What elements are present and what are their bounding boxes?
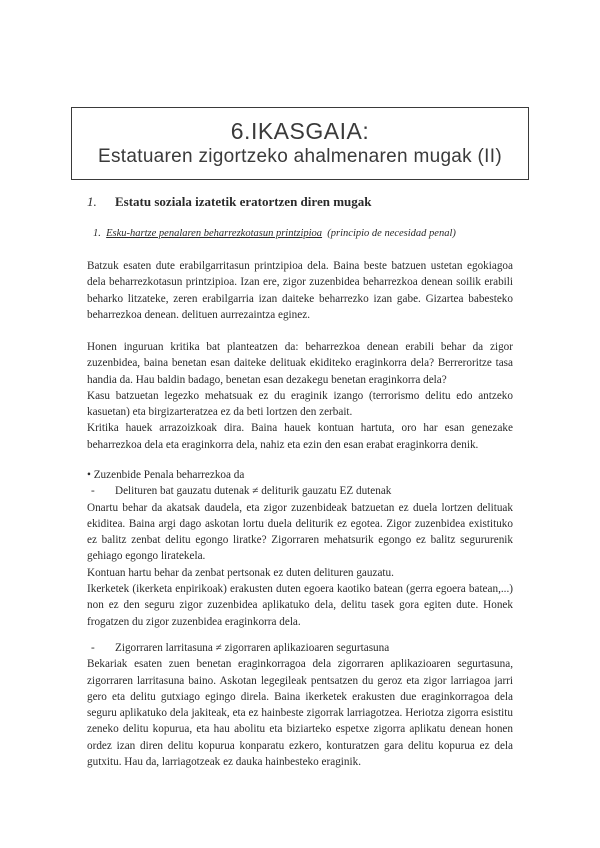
dash-item [87,483,513,499]
section-number: 1. [87,194,97,209]
body-block-1 [87,258,513,323]
dash-mark: - [91,485,95,498]
lesson-title: 6.IKASGAIA: [230,118,370,144]
section-heading [87,194,371,210]
dash-mark: - [91,642,95,654]
body-block-4 [87,640,513,770]
paragraph: Honen inguruan kritika bat planteatzen da: beharrezkoa denean erabili behar da zigor zuzenbidea, baina benetan esan daiteke delituak ekiditeko eraginkorra dela? Berreroritze tasa handia da. Hau baldin badago, benetan esan dezakegu benetan eraginkorra dela? [87,341,513,386]
section-heading-text: Estatu soziala izatetik eratortzen diren mugak [115,194,372,209]
title-box [71,107,529,180]
dash-item-text: Delituren bat gauzatu dutenak ≠ deliturik gauzatu EZ dutenak [115,485,392,498]
paragraph: Kontuan hartu behar da zenbat pertsonak ez duten delituren gauzatu. [87,566,394,579]
subsection-heading-note: (principio de necesidad penal) [327,228,456,239]
dash-item-text: Zigorraren larritasuna ≠ zigorraren aplikazioaren segurtasuna [115,642,390,654]
paragraph: Ikerketek (ikerketa enpirikoak) erakusten duten egoera kaotiko batean (gerra egoera batean,...) non ez den seguru zigor zuzenbidea aplikatuko dela, delitu tasek gora egiten dute. Honek frogatzen du zigor zuzenbidea eraginkorra dela. [87,583,513,628]
dash-item [87,640,513,656]
body-block-2 [87,339,513,453]
lesson-subtitle: Estatuaren zigortzeko ahalmenaren mugak (II) [98,146,502,167]
subsection-number: 1. [93,228,101,239]
paragraph: Onartu behar da akatsak daudela, eta zigor zuzenbideak batzuetan ez duela lortzen delituak ekiditea. Baina argi dago askotan lortu duela deliturik ez egotea. Zigor zuzenbidea existituko ez balitz zenbat delitu egongo liratke? Zigorraren mehatsurik egongo ez balitz segururenik gehiago egongo liratekela. [87,501,513,563]
paragraph: Kritika hauek arrazoizkoak dira. Baina hauek kontuan hartuta, oro har esan genezake beharrezkoa dela eta eraginkorra dela, nahiz eta ezin den esan erabat eraginkorra denik. [87,422,513,451]
bullet-item: • Zuzenbide Penala beharrezkoa da [87,469,245,481]
paragraph: Batzuk esaten dute erabilgarritasun printzipioa dela. Baina beste batzuen ustetan egokiagoa dela beharrezkotasun printzipioa. Izan ere, zigor zuzenbidea beharrezkoa denean soilik erabili beharko litzateke, zeren erabilgarria izan daiteke beharrezko izan gabe. Gizartea babesteko beharrezkoa denean. delituen aurrezaintza eginez. [87,260,513,321]
subsection-heading-text: Esku-hartze penalaren beharrezkotasun printzipioa [106,228,323,239]
paragraph: Bekariak esaten zuen benetan eraginkorragoa dela zigorraren aplikazioaren segurtasuna, zigorraren larritasuna baino. Askotan legegileak pentsatzen du geroz eta zigor larriagoa jarri gero eta delitu gutxiago egingo direla. Baina ikerketek erakusten due eraginkorragoa dela seguru aplikatuko dela jakiteak, eta ez hainbeste zigorrak larriagotzea. Heriotza zigorra esistitu zeneko delitu kopurua, eta hau abolitu eta biziarteko espetxe zigorra aplikatu denean honen ordez izan diren delitu kopurua konparatu ezkero, konturatzen gara delitu kopurua ez dela gutxitu. Hau da, larriagotzeak ez dauka hainbesteko eraginik. [87,658,513,769]
paragraph: Kasu batzuetan legezko mehatsuak ez du eraginik izango (terrorismo delitu edo antzeko kasuetan) eta birgizarteratzea ez da beti lortzen den zerbait. [87,389,513,419]
body-block-3 [87,467,513,630]
subsection-heading [93,228,456,239]
